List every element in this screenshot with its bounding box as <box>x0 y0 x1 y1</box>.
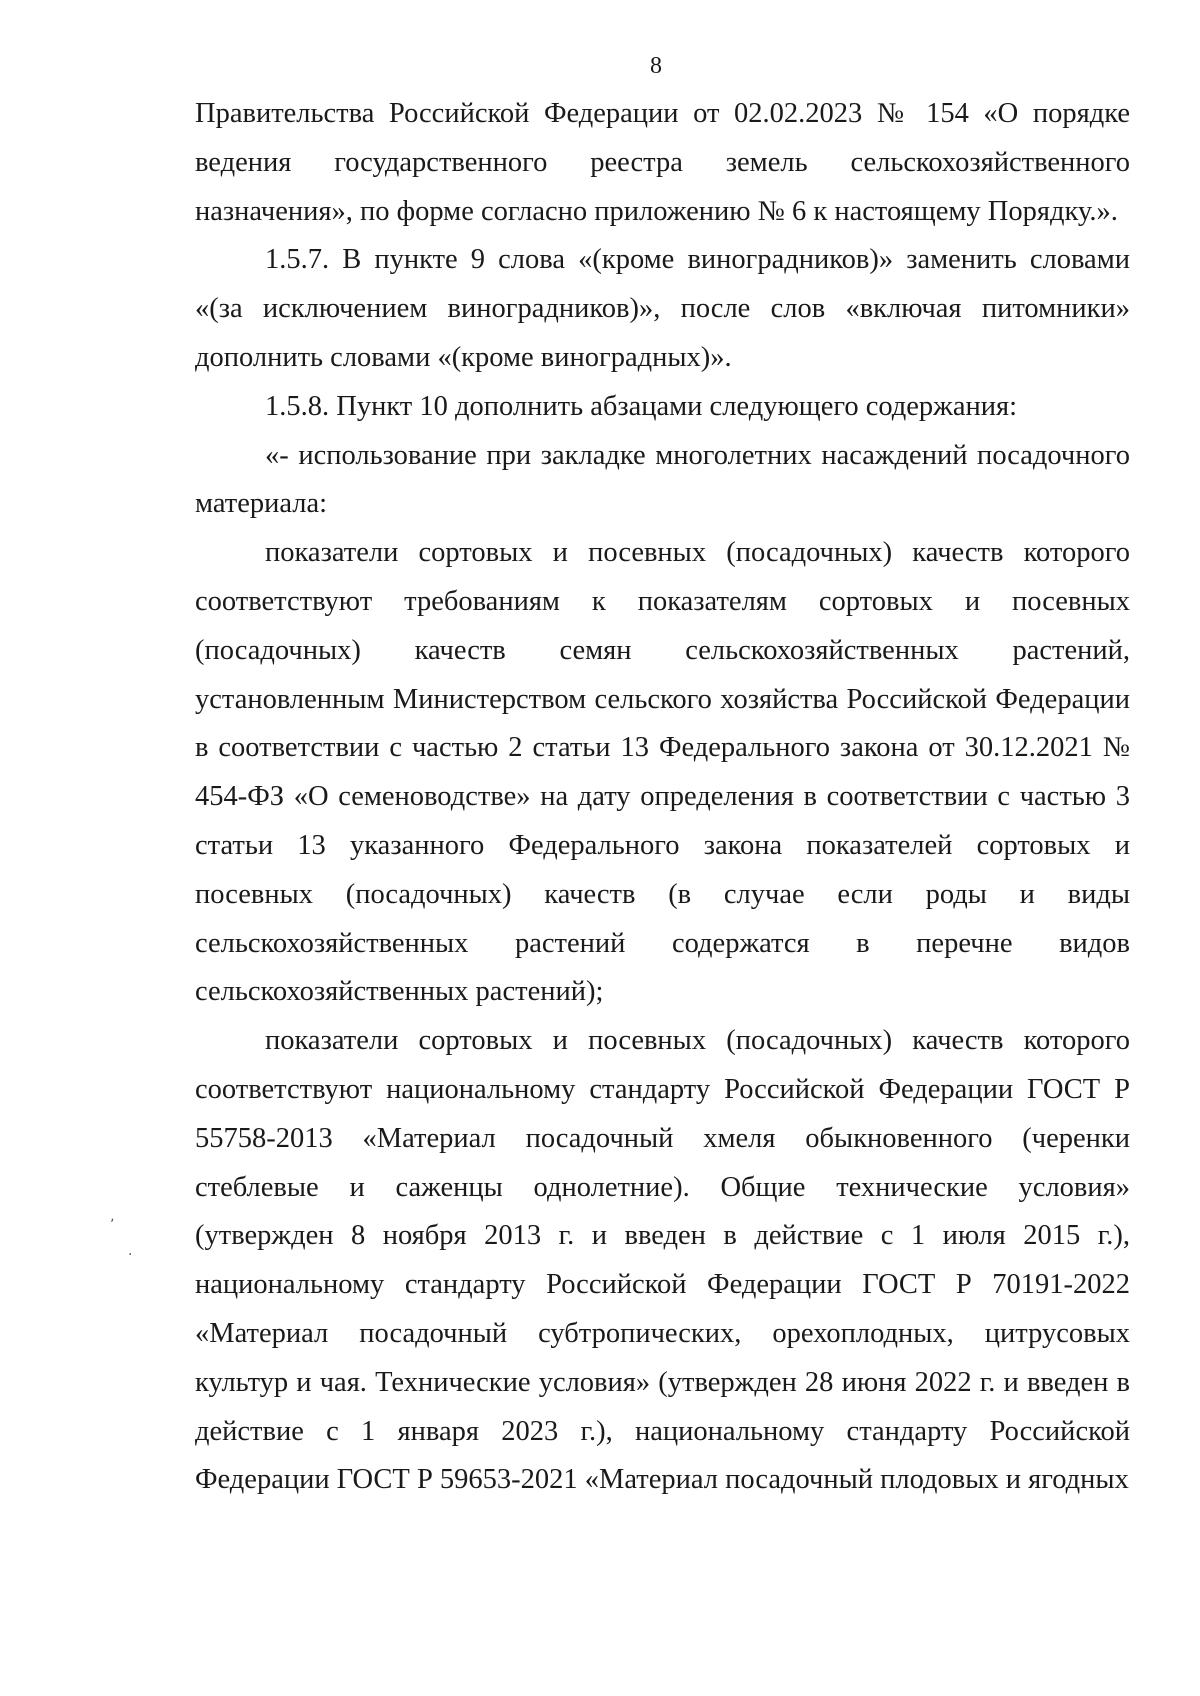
paragraph-added-bullet: «- использование при закладке многолетних насаждений посадочного материала: <box>195 439 1130 520</box>
paragraph-item-1-5-7: 1.5.7. В пункте 9 слова «(кроме виноградников)» заменить словами «(за исключением виноградников)», после слов «включая питомники» дополнить словами «(кроме виноградных)». <box>195 244 1130 373</box>
paragraph-continuation: Правительства Российской Федерации от 02.02.2023 № 154 «О порядке ведения государственного реестра земель сельскохозяйственного назначения», по форме согласно приложению № 6 к настоящему Порядку.». <box>195 98 1130 227</box>
paragraph-item-1-5-8: 1.5.8. Пункт 10 дополнить абзацами следующего содержания: <box>265 390 1018 422</box>
document-body <box>195 90 1130 1505</box>
paragraph-quality-requirements: показатели сортовых и посевных (посадочных) качеств которого соответствуют требованиям к показателям сортовых и посевных (посадочных) качеств семян сельскохозяйственных растений, установленным Министерством сельского хозяйства Российской Федерации в соответствии с частью 2 статьи 13 Федерального закона от 30.12.2021 № 454-ФЗ «О семеноводстве» на дату определения в соответствии с частью 3 статьи 13 указанного Федерального закона показателей сортовых и посевных (посадочных) качеств (в случае если роды и виды сельскохозяйственных растений содержатся в перечне видов сельскохозяйственных растений); <box>195 537 1130 1008</box>
scan-dot-mark: · <box>128 1247 133 1263</box>
scan-speck-mark: ʼ <box>110 1217 115 1233</box>
paragraph-national-standards: показатели сортовых и посевных (посадочных) качеств которого соответствуют национальному стандарту Российской Федерации ГОСТ Р 55758-2013 «Материал посадочный хмеля обыкновенного (черенки стеблевые и саженцы однолетние). Общие технические условия» (утвержден 8 ноября 2013 г. и введен в действие с 1 июля 2015 г.), национальному стандарту Российской Федерации ГОСТ Р 70191-2022 «Материал посадочный субтропических, орехоплодных, цитрусовых культур и чая. Технические условия» (утвержден 28 июня 2022 г. и введен в действие с 1 января 2023 г.), национальному стандарту Российской Федерации ГОСТ Р 59653-2021 «Материал посадочный плодовых и ягодных <box>195 1025 1130 1496</box>
page-number: 8 <box>650 53 662 79</box>
